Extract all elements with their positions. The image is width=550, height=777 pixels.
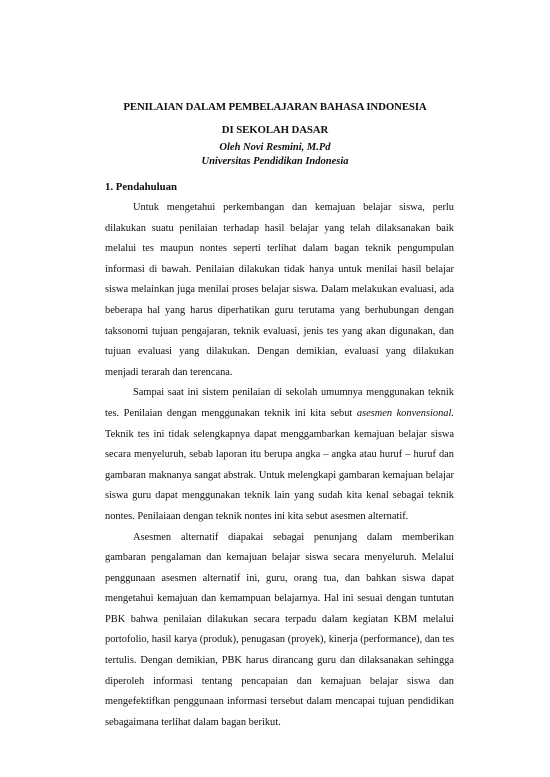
document-title-line2: DI SEKOLAH DASAR <box>221 124 329 136</box>
author-name: Oleh Novi Resmini, M.Pd <box>219 142 331 153</box>
document-title-line1: PENILAIAN DALAM PEMBELAJARAN BAHASA INDONESIA <box>123 101 427 113</box>
paragraph-2 <box>105 383 454 527</box>
paragraph-2-text-start: Sampai saat ini sistem penilaian di sekolah umumnya menggunakan teknik tes. Penilaian dengan menggunakan teknik ini kita sebut <box>105 387 454 419</box>
paragraph-3: Asesmen alternatif diapakai sebagai penunjang dalam memberikan gambaran pengalaman dan kemajuan belajar siswa secara menyeluruh. Melalui penggunaan asesmen alternatif ini, guru, orang tua, dan bahkan siswa dapat mengetahui kemajuan dan kemampuan belajarnya. Hal ini sesuai dengan tuntutan PBK bahwa penilaian dilakukan secara terpadu dalam kegiatan KBM melalui portofolio, hasil karya (produk), penugasan (proyek), kinerja (performance), dan tes tertulis. Dengan demikian, PBK harus dirancang guru dan dilaksanakan sehingga diperoleh informasi tentang pencapaian dan kemajuan belajar siswa dan mengefektifkan penggunaan informasi tersebut dalam mencapai tujuan pendidikan sebagaimana terlihat dalam bagan berikut. <box>105 531 454 728</box>
section-heading: 1. Pendahuluan <box>105 181 178 193</box>
paragraph-2-text-end: Teknik tes ini tidak selengkapnya dapat menggambarkan kemajuan belajar siswa secara menyeluruh, sebab laporan itu berupa angka – angka atau huruf – huruf dan gambaran maknanya sangat abstrak. Untuk melengkapi gambaran kemajuan belajar siswa guru dapat menggunakan teknik lain yang sudah kita kenal sebagai teknik nontes. Penilaiaan dengan teknik nontes ini kita sebut asesmen alternatif. <box>105 428 454 522</box>
body-text <box>105 198 454 733</box>
paragraph-1: Untuk mengetahui perkembangan dan kemajuan belajar siswa, perlu dilakukan suatu penilaian terhadap hasil belajar yang telah dilaksanakan baik melalui tes maupun nontes seperti terlihat dalam bagan teknik pengumpulan informasi di bawah. Penilaian dilakukan tidak hanya untuk menilai hasil belajar siswa melainkan juga menilai proses belajar siswa. Dalam melakukan evaluasi, ada beberapa hal yang harus diperhatikan guru terutama yang berhubungan dengan taksonomi tujuan pengajaran, teknik evaluasi, jenis tes yang akan digunakan, dan tujuan evaluasi yang dilakukan. Dengan demikian, evaluasi yang dilakukan menjadi terarah dan terencana. <box>105 202 454 378</box>
author-affiliation: Universitas Pendidikan Indonesia <box>201 156 349 167</box>
paragraph-2-emphasis: asesmen konvensional. <box>356 407 454 419</box>
